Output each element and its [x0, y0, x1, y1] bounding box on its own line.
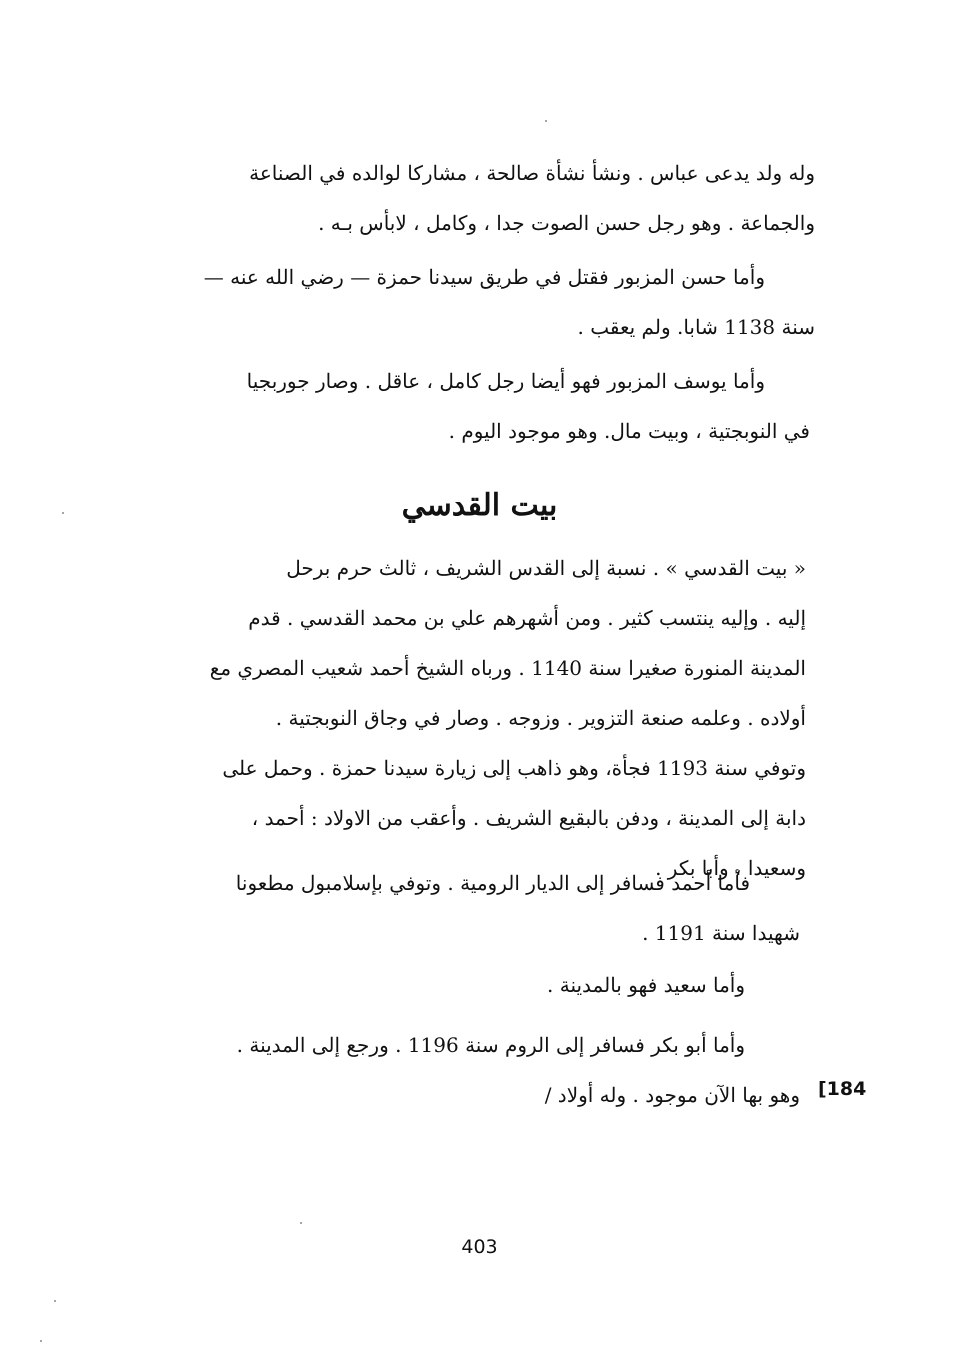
scan-speck	[54, 1300, 56, 1302]
text-line: وهو بها الآن موجود . وله أولاد /	[544, 1083, 800, 1107]
text-line: وأما سعيد فهو بالمدينة .	[547, 973, 745, 997]
text-line: وله ولد يدعى عباس . ونشأ نشأة صالحة ، مشاركا لوالده في الصناعة	[249, 161, 815, 185]
paragraph-hasan	[150, 252, 815, 352]
paragraph-said	[300, 960, 745, 1010]
text-line: وسعيدا ، وأبا بكر .	[655, 856, 806, 880]
paragraph-yusuf	[150, 356, 810, 456]
text-line: المدينة المنورة صغيرا سنة 1140 . ورباه الشيخ أحمد شعيب المصري مع	[209, 656, 806, 680]
paragraph-qudsi	[138, 543, 806, 893]
section-heading: بيت القدسي	[401, 488, 558, 523]
text-line: والجماعة . وهو رجل حسن الصوت جدا ، وكامل ، لابأس بـه .	[318, 211, 815, 235]
text-line: فأما أحمد فسافر إلى الديار الرومية . وتوفي بإسلامبول مطعونا	[235, 871, 750, 895]
manuscript-page-marker: [184	[818, 1078, 867, 1100]
text-line: سنة 1138 شابا. ولم يعقب .	[577, 315, 815, 339]
text-line: دابة إلى المدينة ، ودفن بالبقيع الشريف . وأعقب من الاولاد : أحمد ،	[251, 806, 806, 830]
paragraph-abubakr	[140, 1020, 800, 1120]
text-line: « بيت القدسي » . نسبة إلى القدس الشريف ، ثالث حرم برحل	[286, 556, 806, 580]
paragraph-abbas	[150, 148, 815, 248]
text-line: وأما حسن المزبور فقتل في طريق سيدنا حمزة — رضي الله عنه —	[203, 265, 765, 289]
scan-speck	[40, 1340, 42, 1342]
scan-speck	[545, 120, 547, 122]
text-line: وأما أبو بكر فسافر إلى الروم سنة 1196 . ورجع إلى المدينة .	[236, 1033, 745, 1057]
text-line: وتوفي سنة 1193 فجأة، وهو ذاهب إلى زيارة سيدنا حمزة . وحمل على	[222, 756, 806, 780]
paragraph-ahmad	[135, 858, 800, 958]
text-line: شهيدا سنة 1191 .	[642, 921, 800, 945]
text-line: أولاده . وعلمه صنعة التزوير . وزوجه . وصار في وجاق النوبجتية .	[275, 706, 806, 730]
text-line: إليه . وإليه ينتسب كثير . ومن أشهرهم علي بن محمد القدسي . قدم	[248, 606, 806, 630]
page-number: 403	[461, 1236, 498, 1258]
text-line: في النوبجتية ، وبيت مال. وهو موجود اليوم .	[448, 419, 810, 443]
text-line: وأما يوسف المزبور فهو أيضا رجل كامل ، عاقل . وصار جوربجيا	[246, 369, 765, 393]
scan-speck	[300, 1222, 302, 1224]
scan-speck	[62, 512, 64, 514]
